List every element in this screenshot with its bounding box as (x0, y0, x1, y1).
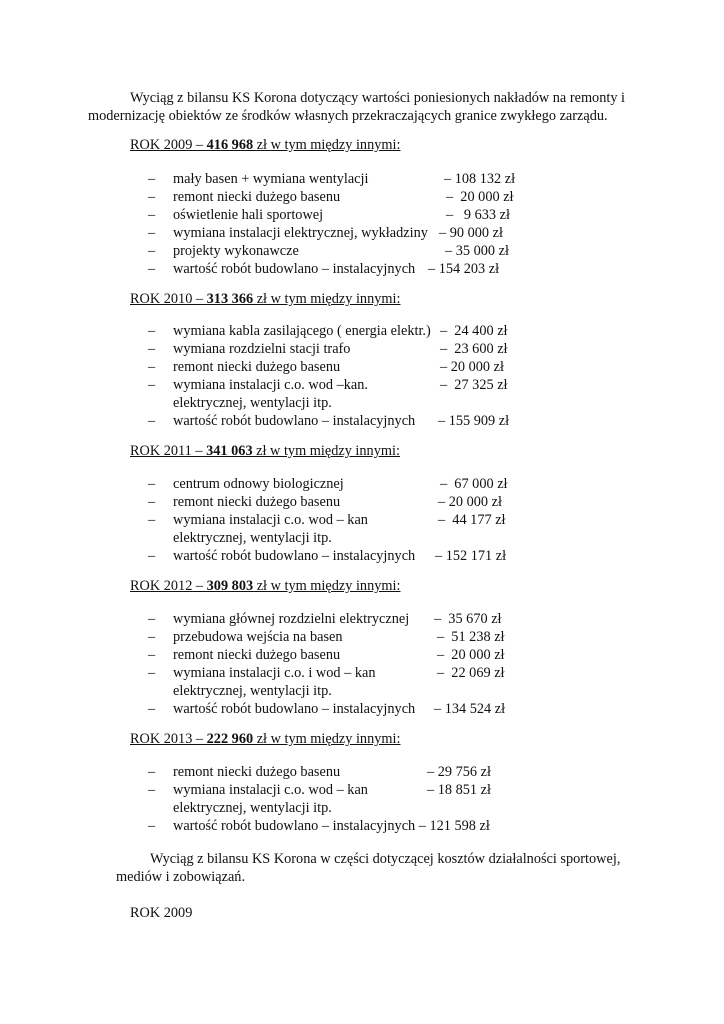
section-list-2010 (148, 322, 568, 430)
list-item: – wartość robót budowlano – instalacyjnych – 155 909 zł (148, 413, 510, 429)
section-total: 309 803 (206, 578, 254, 594)
list-item: – wymiana głównej rozdzielni elektrycznej – 35 670 zł (148, 611, 502, 627)
intro-paragraph (88, 89, 648, 125)
intro-line-2: modernizację obiektów ze środków własnych przekraczających granice zwykłego zarządu. (88, 108, 608, 124)
list-item: – wymiana kabla zasilającego ( energia elektr.) – 24 400 zł (148, 323, 508, 339)
list-item: – wartość robót budowlano – instalacyjnych – 134 524 zł (148, 701, 506, 717)
list-item: – remont niecki dużego basenu – 29 756 zł (148, 764, 491, 780)
list-item: – wartość robót budowlano – instalacyjnych – 154 203 zł (148, 261, 500, 277)
section-heading-2010: ROK 2010 – 313 366 zł w tym między innymi: (130, 291, 401, 307)
final-heading: ROK 2009 (130, 905, 193, 921)
section-list-2012 (148, 610, 568, 718)
list-item: – remont niecki dużego basenu – 20 000 zł (148, 494, 502, 510)
list-item: – oświetlenie hali sportowej – 9 633 zł (148, 207, 510, 223)
section-heading-2011: ROK 2011 – 341 063 zł w tym między innymi: (130, 443, 400, 459)
list-item: – wymiana instalacji c.o. wod –kan. elektrycznej, wentylacji itp. – 27 325 zł (148, 377, 508, 411)
section-total: 313 366 (206, 291, 254, 307)
section-heading-2009: ROK 2009 – 416 968 zł w tym między innymi: (130, 137, 401, 153)
closing-line-1: Wyciąg z bilansu KS Korona w części dotyczącej kosztów działalności sportowej, (150, 851, 621, 867)
section-list-2009 (148, 170, 568, 278)
list-item: – remont niecki dużego basenu – 20 000 zł (148, 359, 504, 375)
list-item: – remont niecki dużego basenu – 20 000 zł (148, 189, 514, 205)
list-item: – wymiana instalacji c.o. wod – kan elektrycznej, wentylacji itp. – 18 851 zł (148, 782, 491, 816)
list-item: – przebudowa wejścia na basen – 51 238 zł (148, 629, 505, 645)
list-item: – wartość robót budowlano – instalacyjnych – 152 171 zł (148, 548, 507, 564)
closing-line-2: mediów i zobowiązań. (116, 869, 246, 885)
closing-paragraph (116, 850, 650, 886)
section-total: 222 960 (206, 731, 254, 747)
list-item: – wymiana instalacji c.o. wod – kan elektrycznej, wentylacji itp. – 44 177 zł (148, 512, 506, 546)
section-heading-2012: ROK 2012 – 309 803 zł w tym między innymi: (130, 578, 401, 594)
section-heading-2013: ROK 2013 – 222 960 zł w tym między innymi: (130, 731, 401, 747)
section-list-2013 (148, 763, 568, 835)
list-item: – mały basen + wymiana wentylacji – 108 132 zł (148, 171, 516, 187)
section-total: 341 063 (206, 443, 253, 459)
list-item: – centrum odnowy biologicznej – 67 000 zł (148, 476, 508, 492)
section-total: 416 968 (206, 137, 254, 153)
list-item: – wymiana instalacji c.o. i wod – kan elektrycznej, wentylacji itp. – 22 069 zł (148, 665, 505, 699)
list-item: – wymiana instalacji elektrycznej, wykładziny – 90 000 zł (148, 225, 503, 241)
list-item: – wartość robót budowlano – instalacyjnych – 121 598 zł (148, 818, 490, 834)
intro-line-1: Wyciąg z bilansu KS Korona dotyczący wartości poniesionych nakładów na remonty i (130, 90, 626, 106)
list-item: – projekty wykonawcze – 35 000 zł (148, 243, 509, 259)
list-item: – wymiana rozdzielni stacji trafo – 23 600 zł (148, 341, 508, 357)
list-item: – remont niecki dużego basenu – 20 000 zł (148, 647, 505, 663)
section-list-2011 (148, 475, 568, 565)
